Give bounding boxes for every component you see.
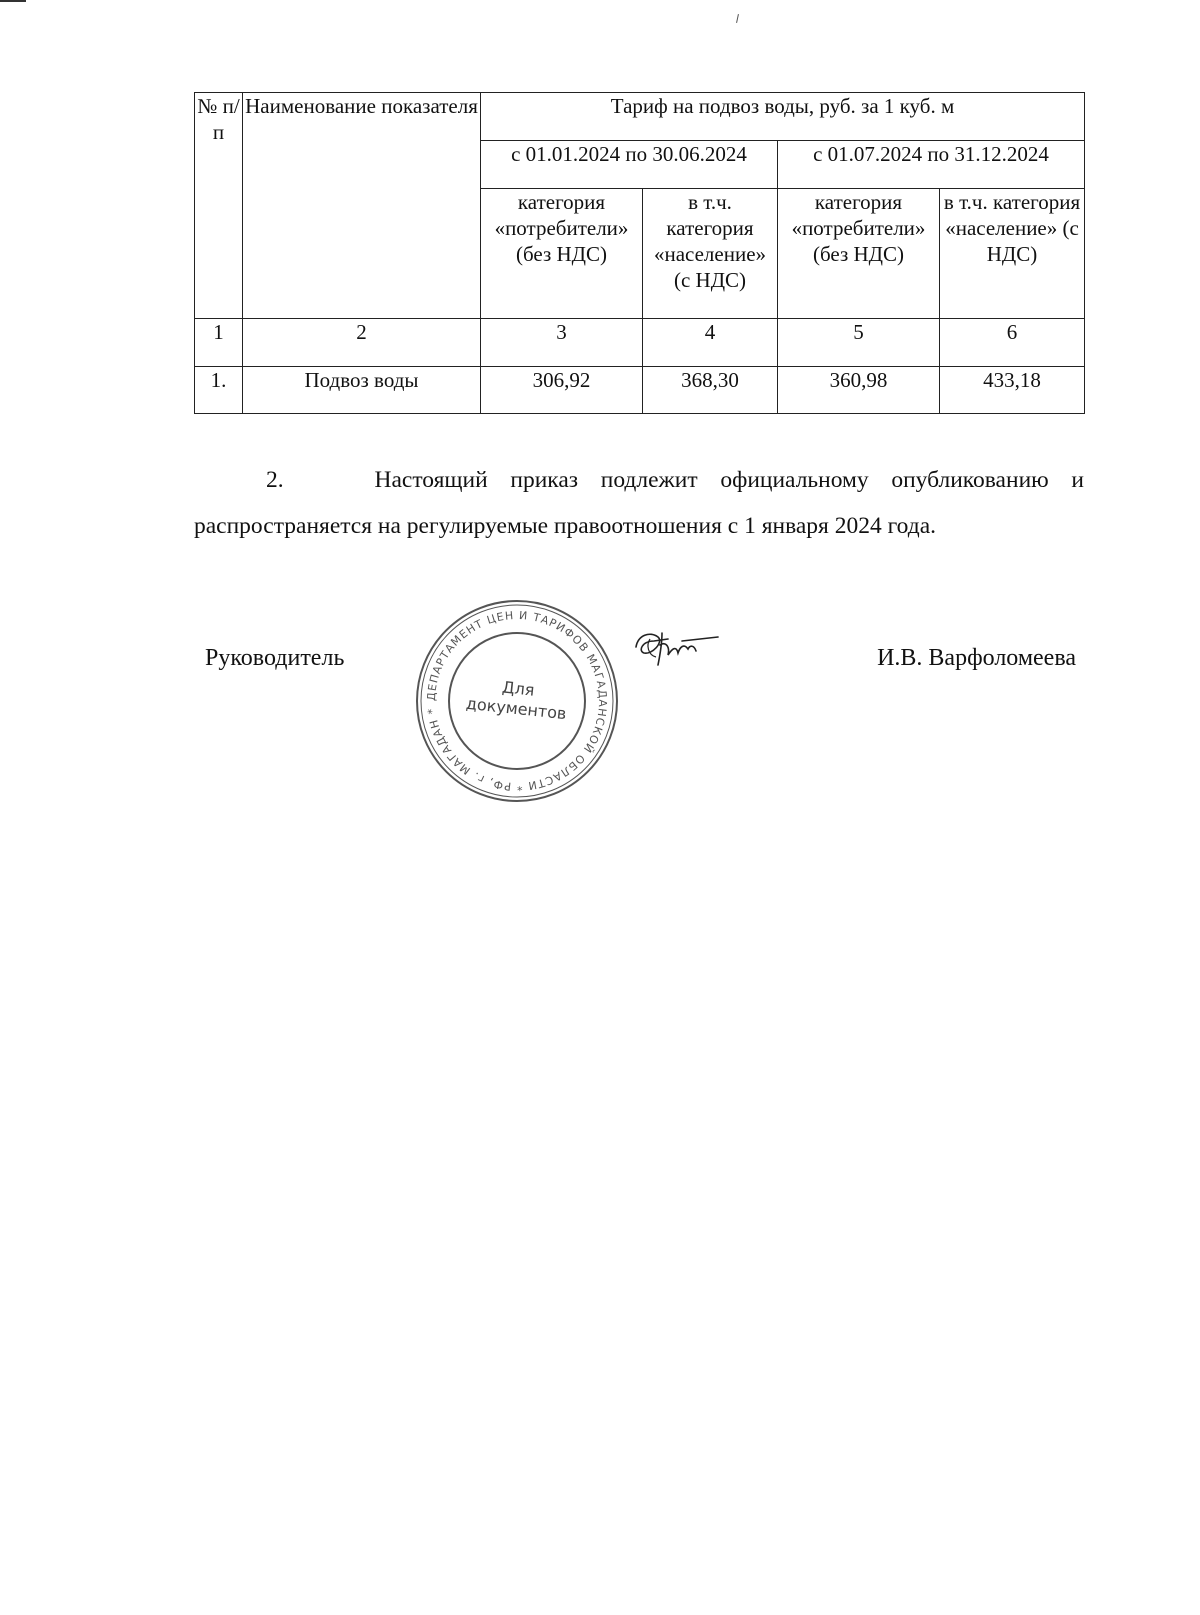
column-index: 2 [243, 319, 481, 367]
category-header: в т.ч. категория «население» (с НДС) [643, 189, 778, 319]
column-index: 1 [195, 319, 243, 367]
tariff-table [194, 92, 1085, 414]
tariff-header: Тариф на подвоз воды, руб. за 1 куб. м [481, 93, 1085, 141]
category-header: в т.ч. категория «население» (с НДС) [940, 189, 1085, 319]
column-index: 3 [481, 319, 643, 367]
scan-artifact [736, 14, 739, 23]
signatory-title: Руководитель [205, 645, 345, 671]
tariff-value: 306,92 [481, 367, 643, 414]
stamp-center-line2: документов [465, 693, 568, 724]
row-name: Подвоз воды [243, 367, 481, 414]
signatory-name: И.В. Варфоломеева [877, 645, 1076, 671]
category-header: категория «потребители» (без НДС) [481, 189, 643, 319]
scan-artifact [0, 0, 26, 2]
tariff-value: 368,30 [643, 367, 778, 414]
tariff-value: 360,98 [778, 367, 940, 414]
tariff-value: 433,18 [940, 367, 1085, 414]
stamp-ring-text: ДЕПАРТАМЕНТ ЦЕН И ТАРИФОВ МАГАДАНСКОЙ ОБЛАСТИ * РФ, г. МАГАДАН * [424, 608, 610, 794]
clause-text: Настоящий приказ подлежит официальному опубликованию и распространяется на регулируемые правоотношения с 1 января 2024 года. [194, 467, 1084, 539]
category-header: категория «потребители» (без НДС) [778, 189, 940, 319]
column-index: 4 [643, 319, 778, 367]
clause-number: 2. [266, 467, 284, 493]
column-header-number: № п/п [195, 93, 243, 319]
handwritten-signature [632, 625, 722, 675]
period-header-2: с 01.07.2024 по 31.12.2024 [778, 141, 1085, 189]
column-header-name: Наименование показателя [243, 93, 481, 319]
row-number: 1. [195, 367, 243, 414]
clause-paragraph [194, 457, 1084, 549]
column-index: 6 [940, 319, 1085, 367]
table-row [195, 367, 1085, 414]
stamp-center-line1: Для [501, 677, 536, 700]
column-index: 5 [778, 319, 940, 367]
official-stamp [412, 596, 622, 806]
period-header-1: с 01.01.2024 по 30.06.2024 [481, 141, 778, 189]
